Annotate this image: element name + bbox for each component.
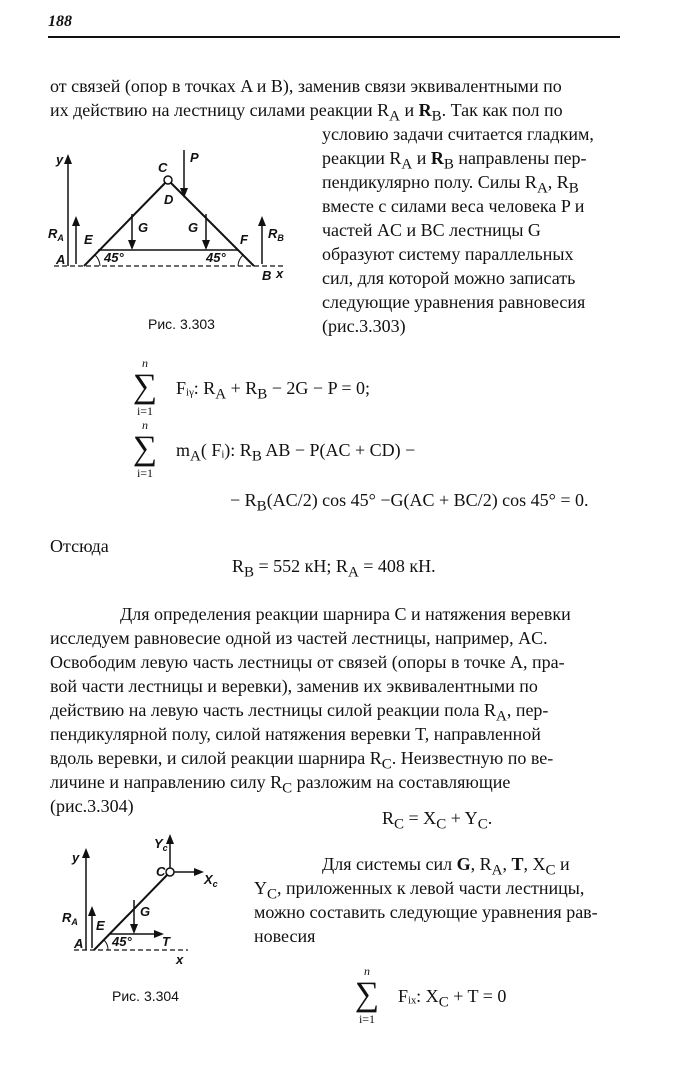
label-x: x bbox=[276, 266, 284, 281]
sum-sign-1: n ∑ i=1 bbox=[132, 356, 158, 418]
sum-sign-3: n ∑ i=1 bbox=[354, 964, 380, 1026]
p1-line-2: их действию на лестницу силами реакции $R_A$ и $R_B$. Так как пол по bbox=[50, 100, 563, 125]
ladder-ac bbox=[84, 180, 168, 266]
y-arrow-2 bbox=[82, 848, 90, 858]
p1-line-7: частей AC и BC лестницы G bbox=[322, 220, 541, 240]
rc-decomposition: $R_C = X_C + Y_C$. bbox=[382, 808, 493, 833]
figure-3-304 bbox=[58, 830, 238, 970]
p3-line-1: Для системы сил G, $R_A$, T, $X_C$ и bbox=[322, 854, 570, 879]
label-g2: G bbox=[188, 220, 199, 235]
p2-line-9: (рис.3.304) bbox=[50, 796, 134, 816]
page-number: 188 bbox=[48, 13, 72, 30]
p1-line-4: реакции $R_A$ и $R_B$ направлены пер- bbox=[322, 148, 587, 173]
label-xc: $X_c$ bbox=[204, 872, 218, 889]
force-xc-arrow bbox=[194, 868, 204, 876]
result-values: $R_B = 552$ кН; $R_A = 408$ кН. bbox=[232, 556, 436, 581]
result-label: Отсюда bbox=[50, 536, 109, 556]
equation-fiy: Fᵢᵧ: $R_A + R_B - 2G - P = 0$; bbox=[176, 378, 371, 403]
hinge-c bbox=[164, 176, 172, 184]
label-angle-a: 45° bbox=[104, 250, 124, 265]
force-g-2-arrow bbox=[130, 924, 138, 934]
force-g1-arrow bbox=[128, 240, 136, 250]
figure-3-304-caption: Рис. 3.304 bbox=[112, 988, 179, 1004]
label-ra: $R_A$ bbox=[48, 226, 64, 243]
equation-moment-a: $m_A$( Fᵢ): $R_B$ AB − P(AC + CD) − bbox=[176, 440, 416, 465]
p2-line-6: пендикулярной полу, силой натяжения веревки T, направленной bbox=[50, 724, 541, 744]
p3-line-3: можно составить следующие уравнения рав- bbox=[254, 902, 598, 922]
p2-line-3: Освободим левую часть лестницы от связей (опоры в точке A, пра- bbox=[50, 652, 565, 672]
angle-arc-2 bbox=[104, 940, 108, 950]
label-a: A bbox=[56, 252, 66, 267]
label-angle-b: 45° bbox=[206, 250, 226, 265]
figure-3-303-caption: Рис. 3.303 bbox=[148, 316, 215, 332]
force-ra-2-arrow bbox=[88, 906, 96, 916]
p2-line-5: действию на левую часть лестницы силой реакции пола $R_A$, пер- bbox=[50, 700, 549, 725]
force-g2-arrow bbox=[202, 240, 210, 250]
p1-line-10: следующие уравнения равновесия bbox=[322, 292, 586, 312]
angle-arc-a bbox=[95, 255, 100, 266]
angle-arc-b bbox=[238, 255, 243, 266]
force-ra-arrow bbox=[72, 216, 80, 226]
p1-line-9: сил, для которой можно записать bbox=[322, 268, 576, 288]
header-rule bbox=[48, 36, 620, 38]
label-e: E bbox=[84, 232, 93, 247]
p2-line-7: вдоль веревки, и силой реакции шарнира $R_C$. Неизвестную по ве- bbox=[50, 748, 554, 773]
ladder-ac-2 bbox=[94, 872, 170, 950]
hinge-c-2 bbox=[166, 868, 174, 876]
p1-line-3: условию задачи считается гладким, bbox=[322, 124, 594, 144]
figure-3-303 bbox=[48, 140, 308, 310]
p1-line-11: (рис.3.303) bbox=[322, 316, 406, 336]
equation-moment-a-cont: − $R_B(AC/2)$ cos 45° −G(AC + BC/2) cos 45° = 0. bbox=[230, 490, 589, 515]
label-d: D bbox=[164, 192, 174, 207]
p1-line-5: пендикулярно полу. Силы $R_A$, $R_B$ bbox=[322, 172, 579, 197]
label-angle-2: 45° bbox=[112, 934, 132, 949]
label-rb: $R_B$ bbox=[268, 226, 284, 243]
label-x-2: x bbox=[176, 952, 184, 967]
label-y: y bbox=[56, 152, 64, 167]
label-f: F bbox=[240, 232, 248, 247]
p2-line-2: исследуем равновесие одной из частей лестницы, например, AC. bbox=[50, 628, 548, 648]
label-c-2: C bbox=[156, 864, 166, 879]
label-e-2: E bbox=[96, 918, 105, 933]
label-g1: G bbox=[138, 220, 149, 235]
y-arrow bbox=[64, 154, 72, 164]
sum-sign-2: n ∑ i=1 bbox=[132, 418, 158, 480]
p1-line-8: образуют систему параллельных bbox=[322, 244, 574, 264]
label-b: B bbox=[262, 268, 272, 283]
label-y-2: y bbox=[72, 850, 80, 865]
p3-line-2: $Y_C$, приложенных к левой части лестницы, bbox=[254, 878, 585, 903]
sub-c: C bbox=[381, 756, 392, 773]
label-yc: $Y_c$ bbox=[154, 836, 168, 853]
label-p: P bbox=[190, 150, 199, 165]
equation-fix: Fᵢₓ: $X_C + T = 0$ bbox=[398, 986, 507, 1011]
p2-line-1: Для определения реакции шарнира C и натяжения веревки bbox=[120, 604, 571, 624]
label-g-2: G bbox=[140, 904, 151, 919]
p1-line-6: вместе с силами веса человека P и bbox=[322, 196, 585, 216]
label-ra-2: $R_A$ bbox=[62, 910, 78, 927]
label-t-2: T bbox=[162, 934, 170, 949]
p3-line-4: новесия bbox=[254, 926, 316, 946]
p1-line-1: от связей (опор в точках A и B), заменив связи эквивалентными по bbox=[50, 76, 562, 96]
p2-line-4: вой части лестницы и веревки), заменив их эквивалентными по bbox=[50, 676, 538, 696]
p2-line-8: личине и направлению силу $R_C$ разложим на составляющие bbox=[50, 772, 511, 797]
label-c: C bbox=[158, 160, 168, 175]
label-a-2: A bbox=[74, 936, 84, 951]
force-rb-arrow bbox=[258, 216, 266, 226]
